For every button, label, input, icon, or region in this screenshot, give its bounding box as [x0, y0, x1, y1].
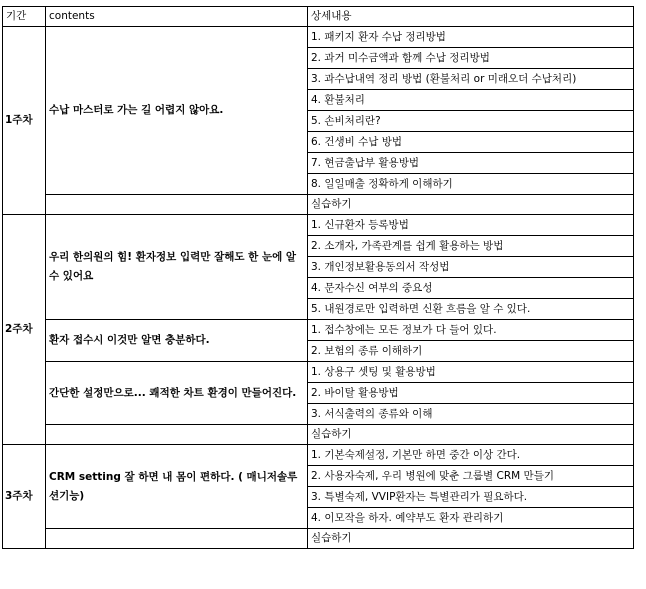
header-contents: contents — [46, 7, 308, 27]
detail-item: 1. 신규환자 등록방법 — [308, 215, 634, 236]
week-period: 1주차 — [3, 27, 46, 215]
detail-item: 2. 사용자숙제, 우리 병원에 맞춘 그룹별 CRM 만들기 — [308, 466, 634, 487]
content-topic: 수납 마스터로 가는 길 어렵지 않아요. — [46, 27, 308, 195]
detail-item: 4. 문자수신 여부의 중요성 — [308, 278, 634, 299]
detail-item: 5. 내원경로만 입력하면 신환 흐름을 알 수 있다. — [308, 299, 634, 320]
detail-item: 2. 과거 미수금액과 함께 수납 정리방법 — [308, 48, 634, 69]
practice-row — [3, 529, 634, 549]
content-topic: CRM setting 잘 하면 내 몸이 편하다. ( 매니저솔루션기능) — [46, 445, 308, 529]
content-topic: 환자 접수시 이것만 알면 충분하다. — [46, 320, 308, 362]
practice-item: 실습하기 — [308, 195, 634, 215]
curriculum-sheet — [2, 6, 634, 549]
detail-row — [3, 362, 634, 383]
detail-item: 1. 상용구 셋팅 및 활용방법 — [308, 362, 634, 383]
detail-item: 7. 현금출납부 활용방법 — [308, 153, 634, 174]
practice-content-empty — [46, 529, 308, 549]
detail-row — [3, 27, 634, 48]
header-details: 상세내용 — [308, 7, 634, 27]
practice-row — [3, 425, 634, 445]
header-row — [3, 7, 634, 27]
curriculum-table — [2, 6, 634, 549]
week-period: 2주차 — [3, 215, 46, 445]
practice-item: 실습하기 — [308, 529, 634, 549]
content-topic: 우리 한의원의 힘! 환자정보 입력만 잘해도 한 눈에 알 수 있어요 — [46, 215, 308, 320]
detail-item: 3. 서식출력의 종류와 이해 — [308, 404, 634, 425]
detail-item: 2. 보험의 종류 이해하기 — [308, 341, 634, 362]
detail-item: 3. 특별숙제, VVIP환자는 특별관리가 필요하다. — [308, 487, 634, 508]
detail-item: 3. 개인정보활용동의서 작성법 — [308, 257, 634, 278]
detail-item: 1. 기본숙제설정, 기본만 하면 중간 이상 간다. — [308, 445, 634, 466]
detail-item: 2. 바이탈 활용방법 — [308, 383, 634, 404]
detail-item: 2. 소개자, 가족관계를 쉽게 활용하는 방법 — [308, 236, 634, 257]
week-period: 3주차 — [3, 445, 46, 549]
detail-item: 4. 환불처리 — [308, 90, 634, 111]
detail-row — [3, 215, 634, 236]
detail-item: 5. 손비처리란? — [308, 111, 634, 132]
practice-item: 실습하기 — [308, 425, 634, 445]
detail-item: 4. 이모작을 하자. 예약부도 환자 관리하기 — [308, 508, 634, 529]
practice-row — [3, 195, 634, 215]
header-period: 기간 — [3, 7, 46, 27]
content-topic: 간단한 설정만으로... 쾌적한 차트 환경이 만들어진다. — [46, 362, 308, 425]
detail-item: 8. 일일매출 정확하게 이해하기 — [308, 174, 634, 195]
detail-item: 3. 과수납내역 정리 방법 (환불처리 or 미래오더 수납처리) — [308, 69, 634, 90]
practice-content-empty — [46, 425, 308, 445]
detail-row — [3, 320, 634, 341]
detail-row — [3, 445, 634, 466]
practice-content-empty — [46, 195, 308, 215]
detail-item: 6. 건생비 수납 방법 — [308, 132, 634, 153]
detail-item: 1. 접수창에는 모든 정보가 다 들어 있다. — [308, 320, 634, 341]
detail-item: 1. 패키지 환자 수납 정리방법 — [308, 27, 634, 48]
